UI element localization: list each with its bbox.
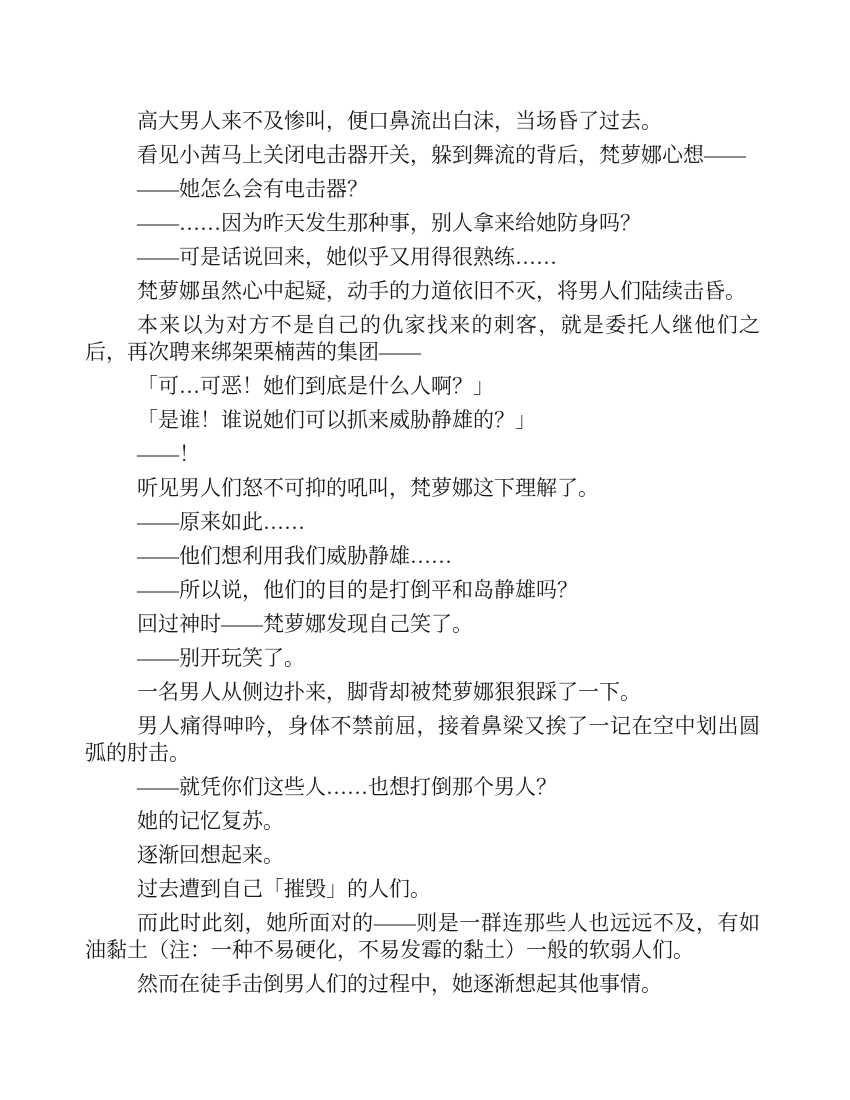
paragraph: 梵萝娜虽然心中起疑，动手的力道依旧不灭，将男人们陆续击昏。: [137, 279, 746, 303]
paragraph: 而此时此刻，她所面对的——则是一群连那些人也远远不及，有如油黏土（注：一种不易硬化，不易发霉的黏土）一般的软弱人们。: [85, 911, 760, 962]
paragraph: 听见男人们怒不可抑的吼叫，梵萝娜这下理解了。: [137, 476, 599, 500]
paragraph: 过去遭到自己「摧毁」的人们。: [137, 877, 431, 901]
paragraph: 「是谁！谁说她们可以抓来威胁静雄的？」: [137, 408, 536, 432]
paragraph: 本来以为对方不是自己的仇家找来的刺客，就是委托人继他们之后，再次聘来绑架栗楠茜的集团——: [85, 313, 760, 364]
paragraph: 「可…可恶！她们到底是什么人啊？」: [137, 374, 494, 398]
paragraph: 高大男人来不及惨叫，便口鼻流出白沫，当场昏了过去。: [137, 109, 662, 133]
paragraph: 她的记忆复苏。: [137, 809, 284, 833]
paragraph: 一名男人从侧边扑来，脚背却被梵萝娜狠狠踩了一下。: [137, 680, 641, 704]
paragraph: ——他们想利用我们威胁静雄……: [137, 544, 452, 568]
paragraph: ——所以说，他们的目的是打倒平和岛静雄吗？: [137, 578, 578, 602]
paragraph: 男人痛得呻吟，身体不禁前屈，接着鼻梁又挨了一记在空中划出圆弧的肘击。: [85, 714, 760, 765]
paragraph: ——……因为昨天发生那种事，别人拿来给她防身吗？: [137, 211, 641, 235]
paragraph: 然而在徒手击倒男人们的过程中，她逐渐想起其他事情。: [137, 972, 662, 996]
paragraph: 逐渐回想起来。: [137, 843, 284, 867]
paragraph: 回过神时——梵萝娜发现自己笑了。: [137, 612, 473, 636]
paragraph: ——她怎么会有电击器？: [137, 177, 368, 201]
text-block: [85, 108, 760, 998]
paragraph: ——就凭你们这些人……也想打倒那个男人？: [137, 775, 557, 799]
paragraph: ——原来如此……: [137, 510, 305, 534]
paragraph: 看见小茜马上关闭电击器开关，躲到舞流的背后，梵萝娜心想——: [137, 143, 746, 167]
paragraph: ——可是话说回来，她似乎又用得很熟练……: [137, 245, 557, 269]
paragraph: ——！: [137, 442, 200, 466]
paragraph: ——别开玩笑了。: [137, 646, 305, 670]
